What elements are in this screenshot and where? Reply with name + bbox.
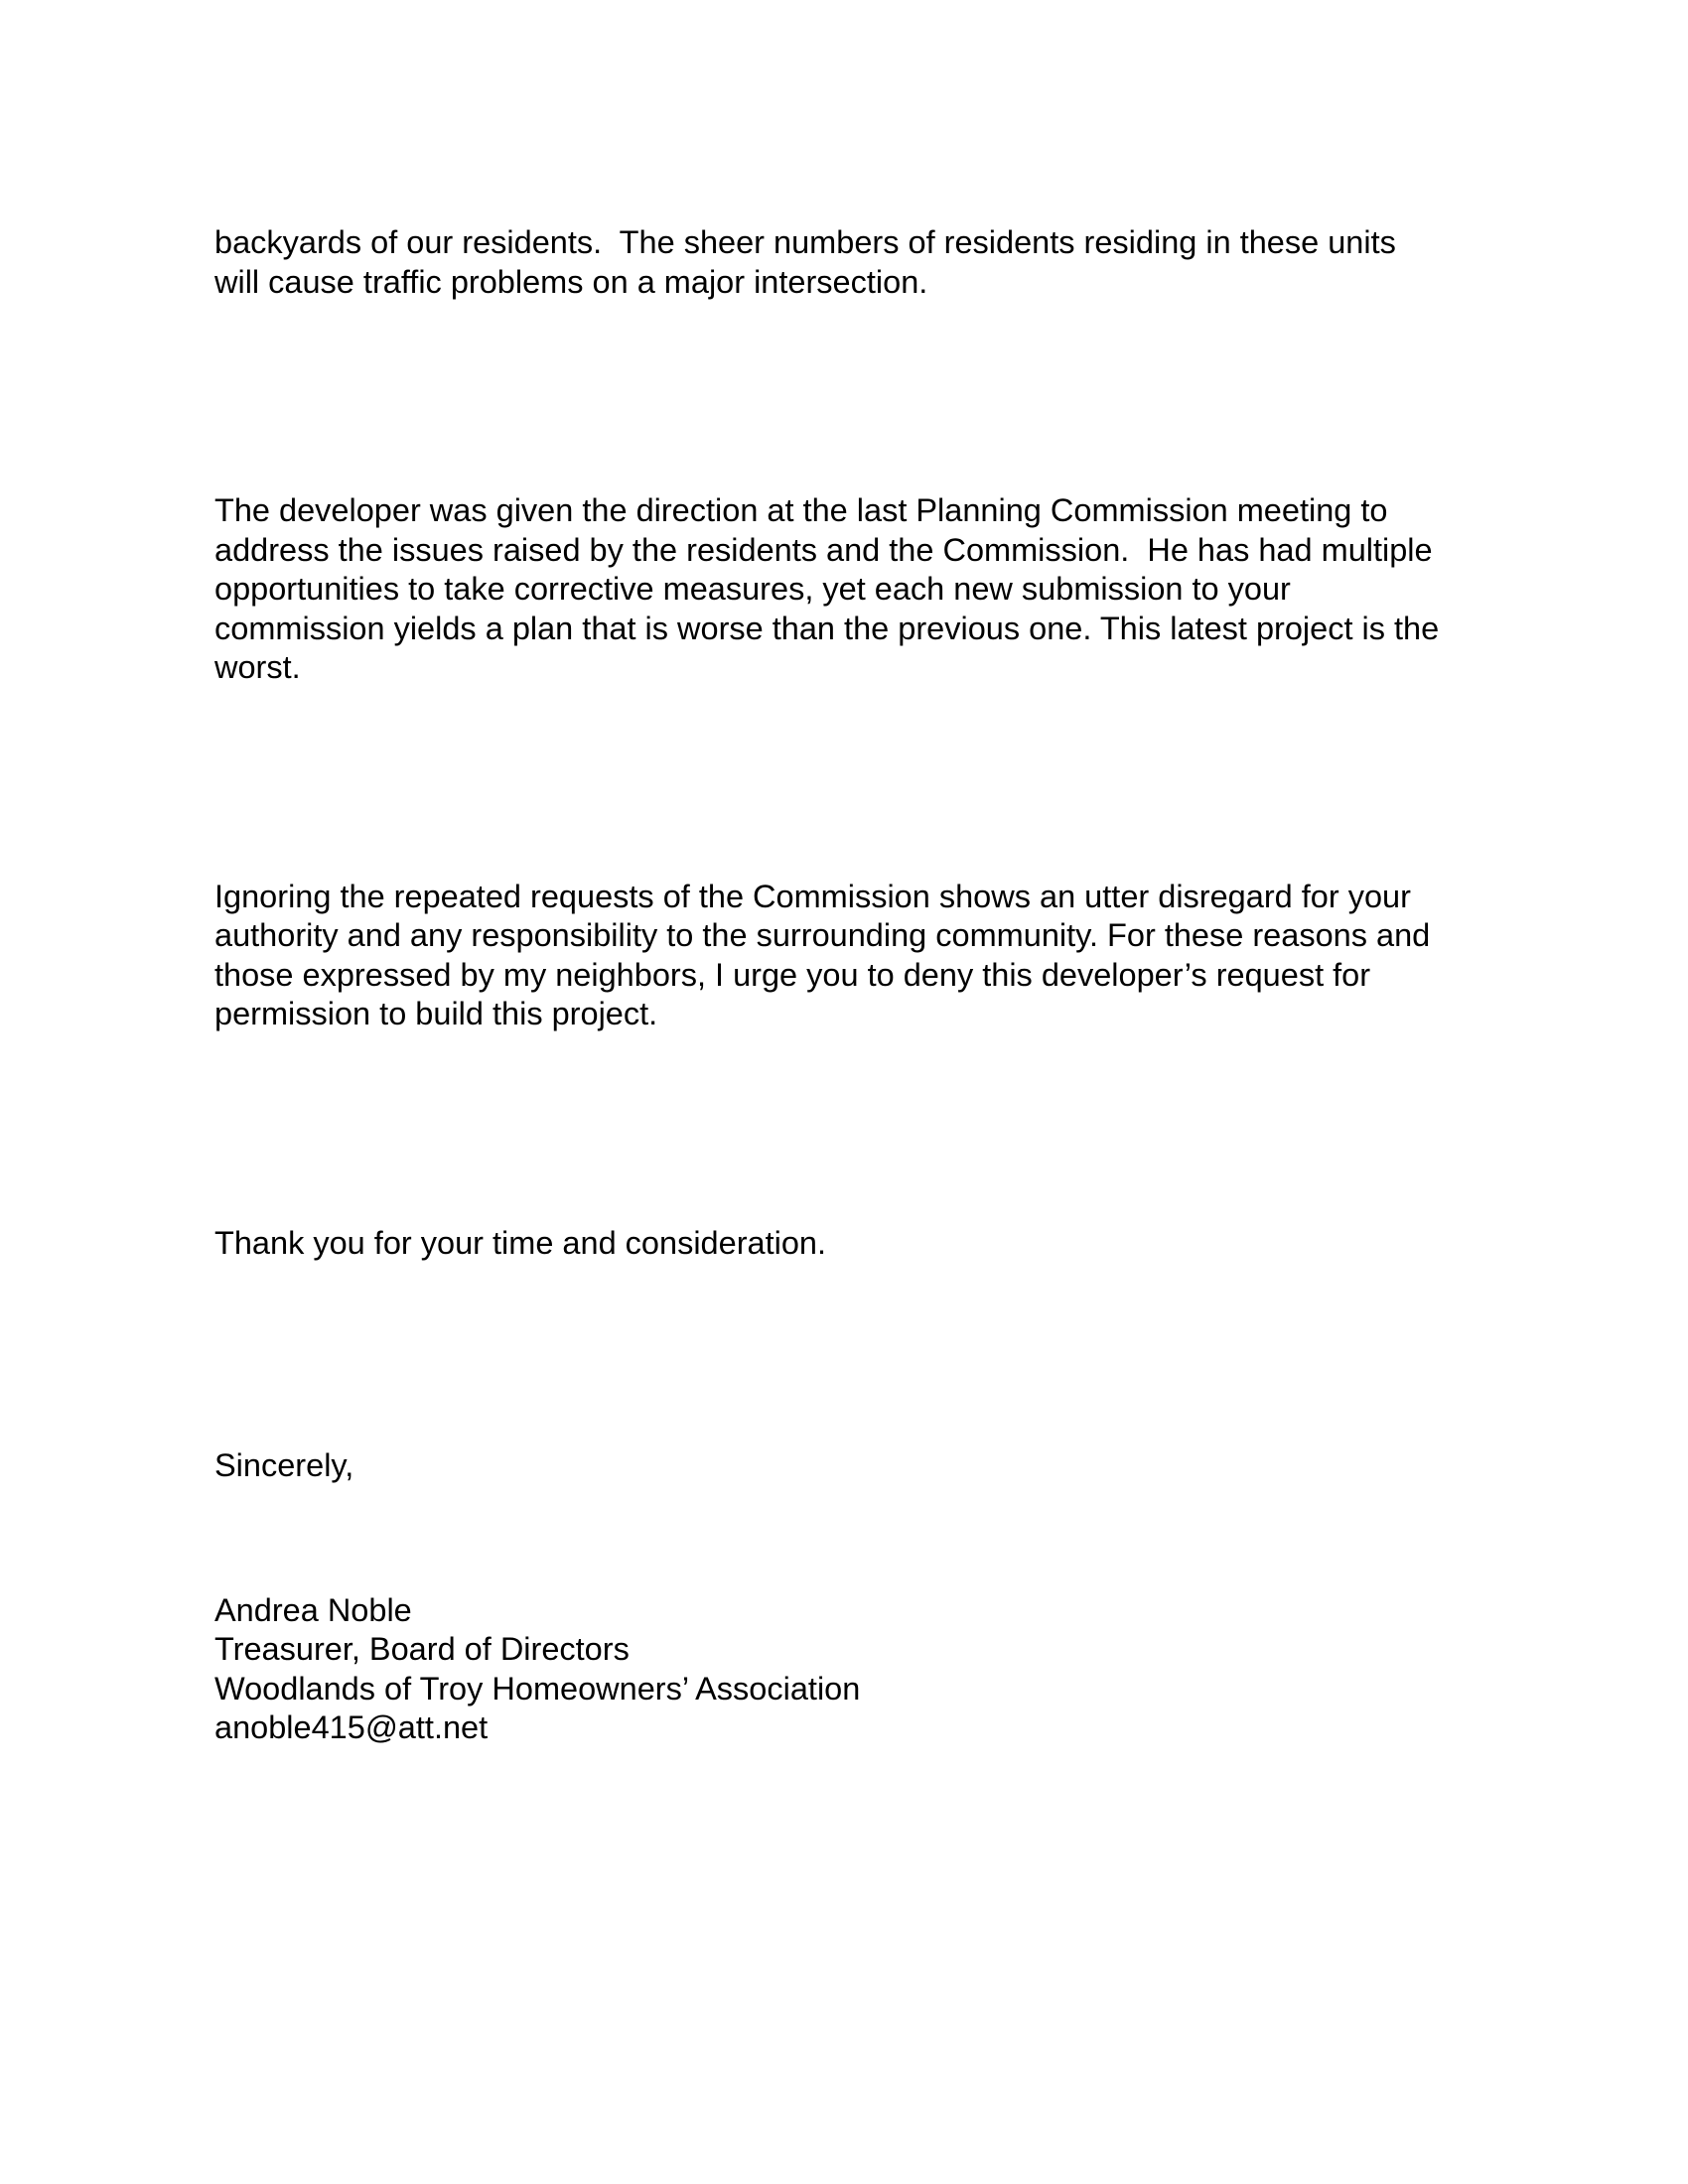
paragraph-2 (214, 413, 1495, 766)
paragraph-line: The developer was given the direction at the last Planning Commission meeting to (214, 492, 1388, 528)
paragraph-line: those expressed by my neighbors, I urge you to deny this developer’s request for (214, 956, 1371, 993)
signer-email: anoble415@att.net (214, 1709, 489, 1745)
paragraph-line: will cause traffic problems on a major intersection. (214, 263, 928, 300)
paragraph-4 (214, 1146, 1495, 1342)
paragraph-line: Ignoring the repeated requests of the Commission shows an utter disregard for your (214, 878, 1411, 914)
closing: Sincerely, (214, 1447, 354, 1483)
paragraph-line: Thank you for your time and consideration. (214, 1224, 827, 1261)
paragraph-3 (214, 799, 1495, 1113)
paragraph-line: backyards of our residents. The sheer numbers of residents residing in these units (214, 224, 1396, 260)
signer-title: Treasurer, Board of Directors (214, 1631, 630, 1667)
signer-organization: Woodlands of Troy Homeowners’ Association (214, 1670, 861, 1706)
paragraph-line: address the issues raised by the residents and the Commission. He has had multiple (214, 531, 1433, 568)
paragraph-line: authority and any responsibility to the surrounding community. For these reasons and (214, 917, 1431, 953)
letter-body (214, 145, 1495, 1748)
signature-block (214, 1591, 1495, 1748)
signer-name: Andrea Noble (214, 1591, 412, 1628)
paragraph-line: opportunities to take corrective measures, yet each new submission to your (214, 571, 1291, 607)
paragraph-line: permission to build this project. (214, 996, 658, 1031)
paragraph-line: worst. (214, 649, 301, 685)
paragraph-line: commission yields a plan that is worse than the previous one. This latest project is the (214, 610, 1440, 646)
paragraph-1 (214, 145, 1495, 380)
